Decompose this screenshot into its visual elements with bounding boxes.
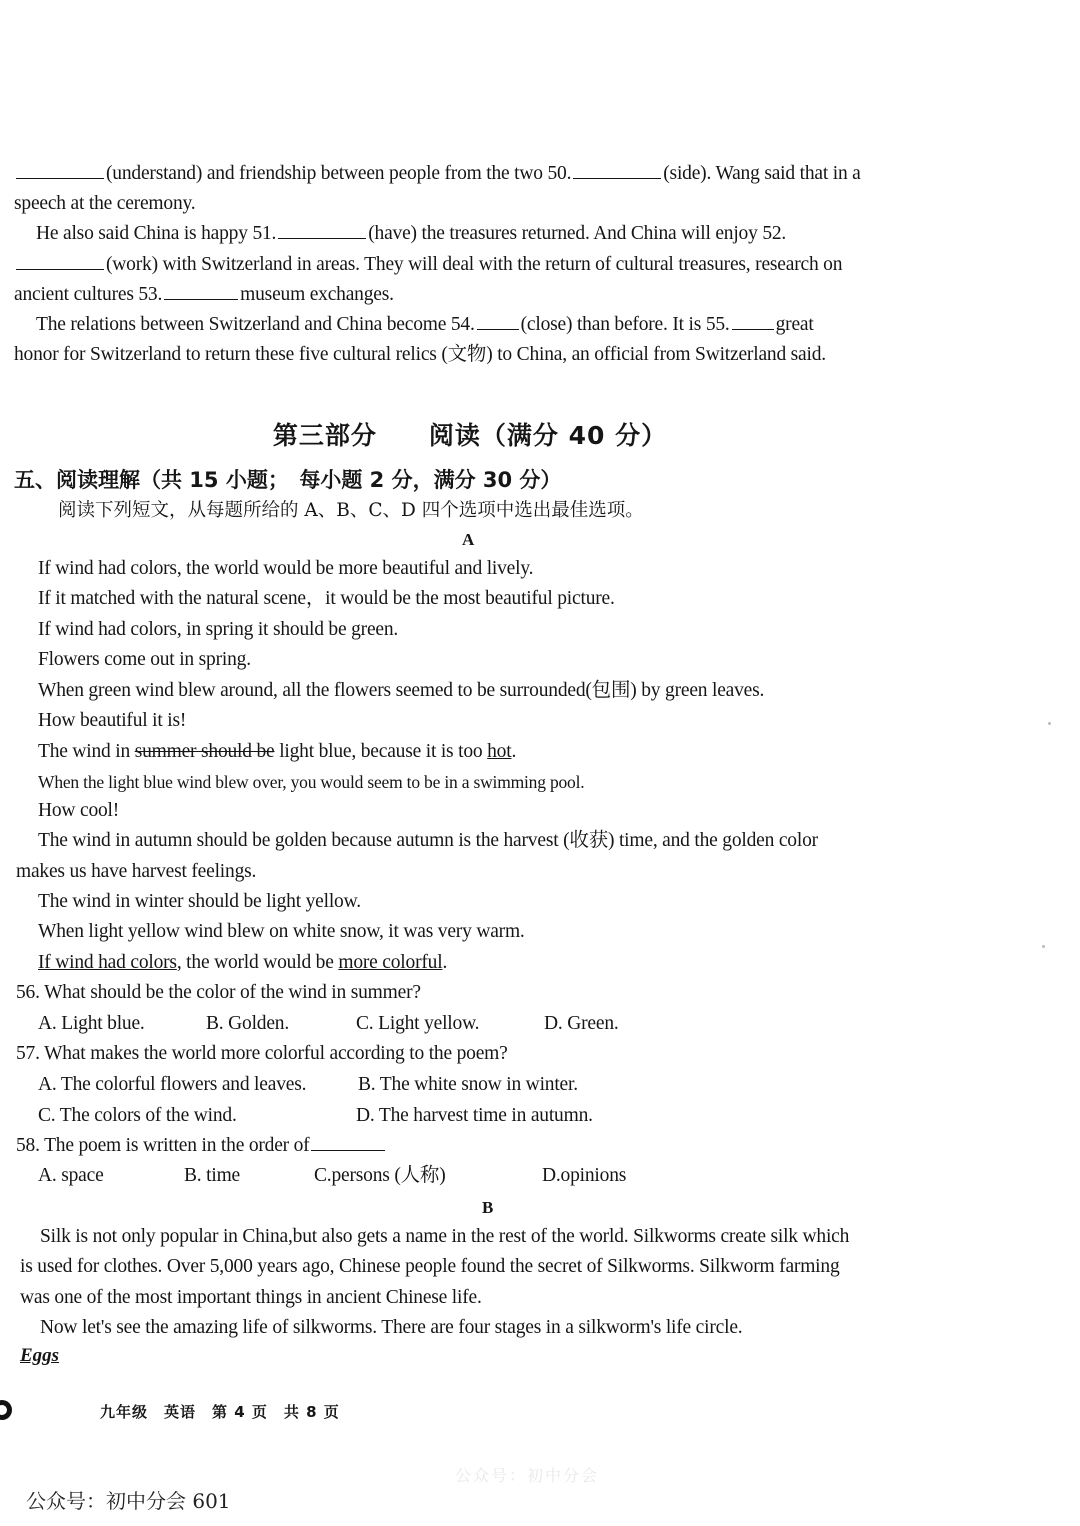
underlined-text: hot: [487, 741, 512, 762]
option-56-b: B. Golden.: [206, 1013, 290, 1034]
passage-a-line-7: The wind in summer should be light blue, because it is too hot.: [38, 741, 517, 762]
question-58: 58. The poem is written in the order of: [16, 1134, 387, 1158]
eggs-heading: Eggs: [20, 1345, 60, 1366]
section-title: 第三部分 阅读（满分 40 分）: [272, 421, 668, 450]
passage-a-line-9: How cool!: [38, 800, 120, 821]
passage-a-line-12: The wind in winter should be light yellow.: [38, 891, 361, 912]
blank-53: [164, 284, 238, 300]
watermark: 公众号：初中分会 601: [26, 1489, 231, 1513]
passage-a-line-11: makes us have harvest feelings.: [16, 861, 257, 882]
cloze-line-4: (work) with Switzerland in areas. They will deal with the return of cultural treasures, research on: [14, 253, 842, 277]
passage-a-line-6: How beautiful it is!: [38, 710, 187, 731]
passage-b-line-3: was one of the most important things in ancient Chinese life.: [20, 1287, 482, 1308]
cloze-line-1: (understand) and friendship between people from the two 50. (side). Wang said that in a: [14, 162, 861, 186]
question-56: 56. What should be the color of the wind in summer?: [16, 982, 421, 1003]
cloze-line-3: He also said China is happy 51. (have) the treasures returned. And China will enjoy 52.: [36, 223, 787, 244]
option-58-d: D.opinions: [542, 1165, 627, 1186]
option-56-d: D. Green.: [544, 1013, 619, 1034]
option-56-c: C. Light yellow.: [356, 1013, 480, 1034]
blank-52: [16, 254, 104, 270]
passage-b-line-2: is used for clothes. Over 5,000 years ago, Chinese people found the secret of Silkworms. Silkworm farming: [20, 1256, 840, 1277]
passage-b-line-1: Silk is not only popular in China,but also gets a name in the rest of the world. Silkworms create silk which: [40, 1226, 850, 1247]
faint-watermark: 公众号：初中分会: [455, 1466, 600, 1485]
passage-a-line-1: If wind had colors, the world would be more beautiful and lively.: [38, 558, 534, 579]
question-57: 57. What makes the world more colorful according to the poem?: [16, 1043, 508, 1064]
underlined-text: more colorful: [338, 952, 443, 973]
underlined-text: If wind had colors: [38, 952, 177, 973]
option-58-a: A. space: [38, 1165, 104, 1186]
passage-a-line-13: When light yellow wind blew on white snow, it was very warm.: [38, 921, 525, 942]
passage-b-label: B: [482, 1198, 494, 1217]
cloze-line-7: honor for Switzerland to return these five cultural relics (文物) to China, an official from Switzerland said.: [14, 344, 826, 365]
option-56-a: A. Light blue.: [38, 1013, 145, 1034]
blank-55: [732, 314, 774, 330]
passage-a-line-14: If wind had colors, the world would be more colorful.: [38, 952, 448, 973]
option-57-c: C. The colors of the wind.: [38, 1105, 237, 1126]
option-58-b: B. time: [184, 1165, 241, 1186]
passage-a-line-5: When green wind blew around, all the flowers seemed to be surrounded(包围) by green leaves.: [38, 680, 765, 701]
cloze-line-5: ancient cultures 53. museum exchanges.: [14, 284, 394, 305]
instructions: 阅读下列短文，从每题所给的 A、B、C、D 四个选项中选出最佳选项。: [58, 500, 644, 521]
binder-hole-icon: [0, 1400, 12, 1420]
blank-51: [278, 223, 366, 239]
task-title: 五、阅读理解（共 15 小题； 每小题 2 分，满分 30 分）: [14, 468, 562, 492]
option-57-b: B. The white snow in winter.: [358, 1074, 578, 1095]
passage-a-line-4: Flowers come out in spring.: [38, 649, 251, 670]
passage-a-label: A: [462, 530, 475, 549]
passage-b-line-4: Now let's see the amazing life of silkworms. There are four stages in a silkworm's life circle.: [40, 1317, 743, 1338]
passage-a-line-8: When the light blue wind blew over, you would seem to be in a swimming pool.: [38, 772, 585, 792]
blank-54: [477, 314, 519, 330]
passage-a-line-3: If wind had colors, in spring it should be green.: [38, 619, 399, 640]
blank-49: [16, 163, 104, 179]
blank-58: [311, 1135, 385, 1151]
page-footer: 九年级 英语 第 4 页 共 8 页: [100, 1403, 340, 1421]
scan-speck: [1042, 945, 1045, 948]
option-57-a: A. The colorful flowers and leaves.: [38, 1074, 307, 1095]
cloze-line-6: The relations between Switzerland and China become 54. (close) than before. It is 55. great: [36, 314, 814, 335]
scan-speck: [1048, 722, 1051, 725]
option-58-c: C.persons (人称): [314, 1165, 446, 1186]
struck-text: summer should be: [134, 741, 275, 762]
blank-50: [573, 163, 661, 179]
passage-a-line-2: If it matched with the natural scene，it would be the most beautiful picture.: [38, 588, 615, 609]
option-57-d: D. The harvest time in autumn.: [356, 1105, 593, 1126]
cloze-line-2: speech at the ceremony.: [14, 193, 196, 214]
passage-a-line-10: The wind in autumn should be golden because autumn is the harvest (收获) time, and the golden color: [38, 830, 818, 851]
